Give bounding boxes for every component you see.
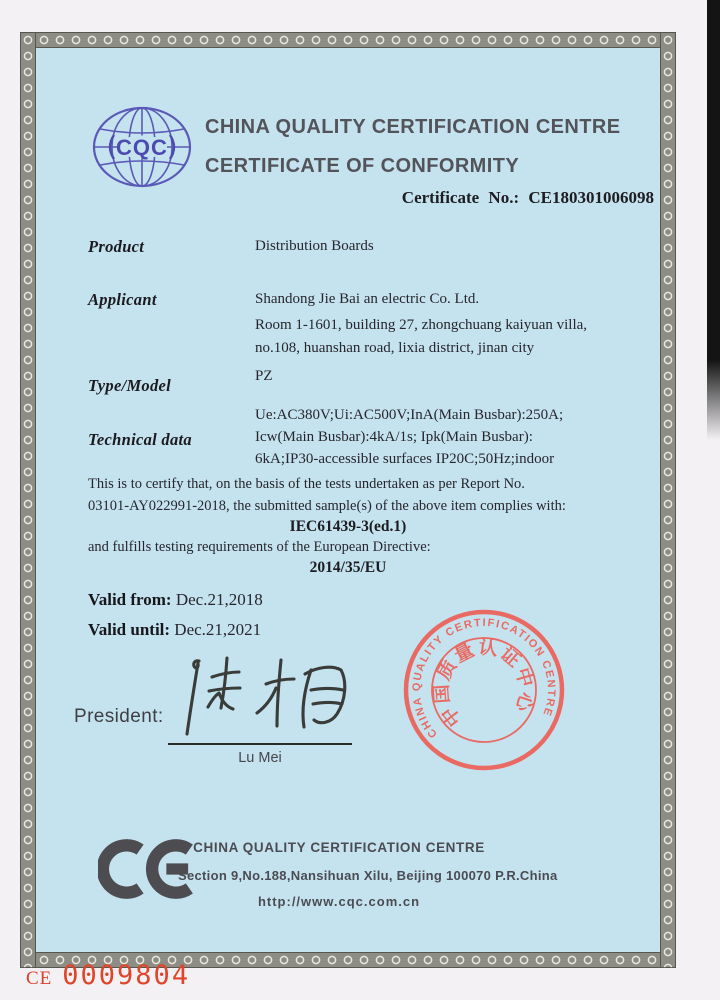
org-title: CHINA QUALITY CERTIFICATION CENTRE	[205, 116, 621, 138]
border-left	[20, 32, 36, 968]
applicant-label: Applicant	[88, 290, 157, 309]
technical-data-line2: Icw(Main Busbar):4kA/1s; Ipk(Main Busbar):	[255, 429, 533, 445]
scan-edge-artifact	[707, 0, 720, 440]
statement-line3: and fulfills testing requirements of the European Directive:	[88, 539, 431, 555]
certificate-body	[20, 32, 676, 968]
valid-from-row	[88, 590, 263, 610]
valid-from-value: Dec.21,2018	[175, 590, 263, 609]
border-top	[20, 32, 676, 48]
seal-english-text: CHINA QUALITY CERTIFICATION CENTRE	[410, 616, 558, 740]
applicant-address-line2: no.108, huanshan road, lixia district, jinan city	[255, 340, 535, 356]
product-label: Product	[88, 237, 145, 256]
president-name: Lu Mei	[238, 750, 282, 766]
cqc-globe-icon	[92, 106, 192, 188]
serial-code	[26, 960, 190, 991]
applicant-name: Shandong Jie Bai an electric Co. Ltd.	[255, 291, 480, 307]
statement-standard: IEC61439-3(ed.1)	[289, 518, 407, 535]
signature-underline	[168, 743, 352, 745]
handwritten-signature-icon	[165, 646, 355, 742]
statement-line2: 03101-AY022991-2018, the submitted sample(s) of the above item complies with:	[88, 498, 566, 514]
technical-data-label: Technical data	[88, 430, 192, 449]
cqc-red-seal	[399, 605, 569, 775]
applicant-address-line1: Room 1-1601, building 27, zhongchuang kaiyuan villa,	[255, 317, 588, 333]
certificate-title: CERTIFICATE OF CONFORMITY	[205, 155, 520, 177]
seal-stamp-icon	[399, 605, 569, 775]
type-model-label: Type/Model	[88, 376, 172, 395]
serial-code-prefix: CE	[26, 968, 53, 989]
type-model-value: PZ	[255, 368, 273, 384]
statement-line1: This is to certify that, on the basis of the tests undertaken as per Report No.	[88, 476, 525, 492]
valid-until-row	[88, 620, 261, 640]
svg-text:CHINA QUALITY CERTIFICATION CE	[399, 605, 563, 742]
seal-chinese-text: 中国质量认证中心	[430, 636, 538, 731]
cqc-logo-text: CQC	[116, 135, 168, 160]
president-signature	[165, 646, 355, 742]
certificate-number-value: CE180301006098	[528, 188, 654, 207]
cqc-logo	[92, 106, 192, 188]
serial-code-number: 0009804	[62, 960, 191, 991]
certificate-number-label: Certificate No.:	[401, 188, 520, 207]
footer-address: Section 9,No.188,Nansihuan Xilu, Beijing 100070 P.R.China	[178, 868, 558, 883]
product-value: Distribution Boards	[255, 238, 374, 254]
technical-data-line3: 6kA;IP30-accessible surfaces IP20C;50Hz;indoor	[255, 451, 555, 467]
president-label: President:	[74, 706, 164, 727]
valid-until-label: Valid until:	[88, 620, 171, 639]
footer-text-block	[178, 840, 558, 909]
technical-data-line1: Ue:AC380V;Ui:AC500V;InA(Main Busbar):250A;	[255, 407, 564, 423]
footer-org: CHINA QUALITY CERTIFICATION CENTRE	[193, 840, 485, 855]
footer-website: http://www.cqc.com.cn	[257, 894, 421, 909]
valid-from-label: Valid from:	[88, 590, 172, 609]
statement-directive: 2014/35/EU	[309, 559, 387, 576]
certificate-number	[402, 188, 654, 208]
valid-until-value: Dec.21,2021	[174, 620, 262, 639]
border-right	[660, 32, 676, 968]
